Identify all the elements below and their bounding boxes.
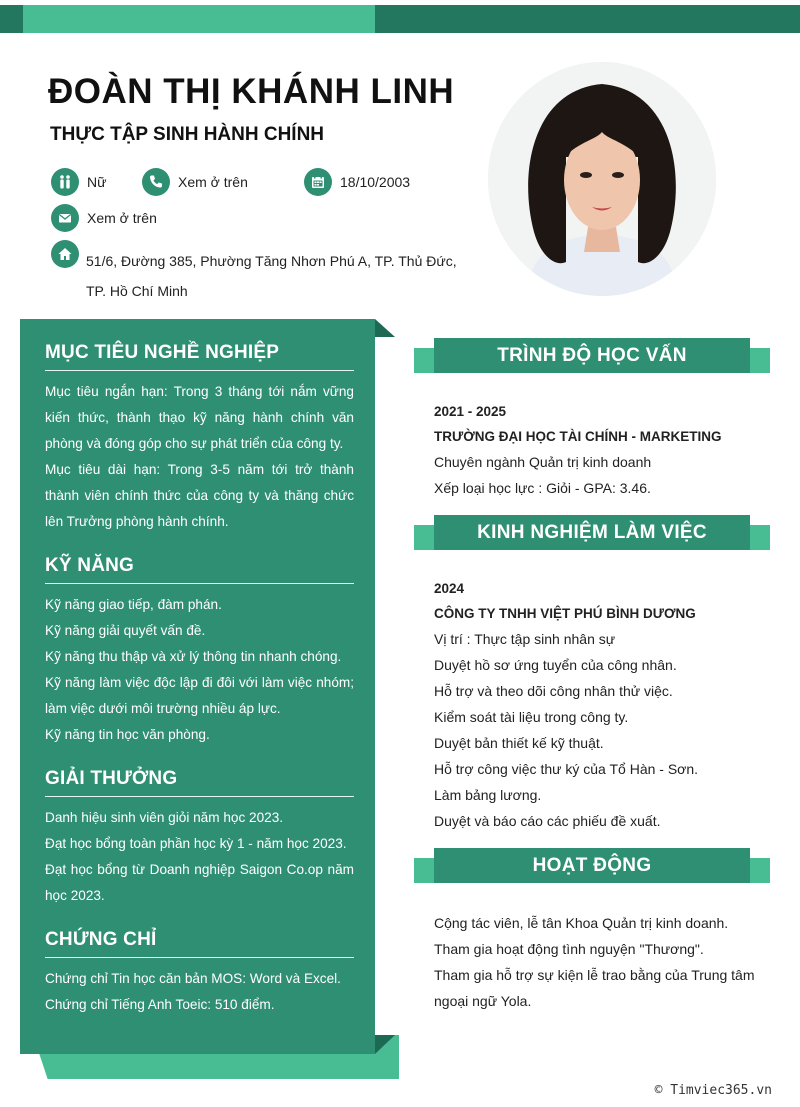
activity-item: Cộng tác viên, lễ tân Khoa Quản trị kinh doanh. <box>434 915 729 931</box>
school-name: TRƯỜNG ĐẠI HỌC TÀI CHÍNH - MARKETING <box>434 429 722 444</box>
education-section <box>434 399 764 501</box>
education-title: TRÌNH ĐỘ HỌC VẤN <box>434 338 750 373</box>
skill-item: Kỹ năng làm việc độc lập đi đôi với làm việc nhóm; làm việc dưới môi trường nhiều áp lực. <box>45 675 354 716</box>
skill-item: Kỹ năng tin học văn phòng. <box>45 727 210 742</box>
left-panel-fold-top <box>375 319 395 337</box>
candidate-name: ĐOÀN THỊ KHÁNH LINH <box>48 72 455 111</box>
activity-item: Tham gia hoạt động tình nguyện "Thương". <box>434 941 704 957</box>
education-line: Xếp loại học lực : Giỏi - GPA: 3.46. <box>434 480 651 496</box>
awards-section <box>45 768 354 909</box>
objective-line: Mục tiêu dài hạn: Trong 3-5 năm tới trở thành thành viên chính thức của công ty và thăng chức lên Trưởng phòng hành chính. <box>45 462 354 529</box>
experience-line: Vị trí : Thực tập sinh nhân sự <box>434 631 616 647</box>
education-banner <box>414 338 770 384</box>
phone-row <box>142 168 248 196</box>
experience-line: Hỗ trợ công việc thư ký của Tổ Hàn - Sơn. <box>434 761 699 777</box>
gender-value: Nữ <box>87 174 107 190</box>
skill-item: Kỹ năng thu thập và xử lý thông tin nhanh chóng. <box>45 649 342 664</box>
experience-line: Kiểm soát tài liệu trong công ty. <box>434 709 629 725</box>
activity-item: Tham gia hỗ trợ sự kiện lễ trao bằng của Trung tâm ngoại ngữ Yola. <box>434 967 755 1009</box>
skills-section <box>45 555 354 748</box>
experience-line: Duyệt bản thiết kế kỹ thuật. <box>434 735 604 751</box>
gender-icon <box>51 168 79 196</box>
home-icon <box>51 240 79 268</box>
experience-banner <box>414 515 770 561</box>
gender-row <box>51 168 106 196</box>
experience-line: Duyệt và báo cáo các phiếu đề xuất. <box>434 813 661 829</box>
objective-title: MỤC TIÊU NGHỀ NGHIỆP <box>45 342 354 371</box>
experience-line: Làm bảng lương. <box>434 787 542 803</box>
job-position: THỰC TẬP SINH HÀNH CHÍNH <box>50 124 325 145</box>
award-item: Đạt học bổng từ Doanh nghiệp Saigon Co.op năm học 2023. <box>45 862 354 903</box>
phone-value: Xem ở trên <box>178 174 248 190</box>
birthday-value: 18/10/2003 <box>340 174 411 190</box>
calendar-icon <box>304 168 332 196</box>
skill-item: Kỹ năng giao tiếp, đàm phán. <box>45 597 222 612</box>
phone-icon <box>142 168 170 196</box>
email-value: Xem ở trên <box>87 210 157 226</box>
address-value: 51/6, Đường 385, Phường Tăng Nhơn Phú A, TP. Thủ Đức, TP. Hồ Chí Minh <box>86 253 457 299</box>
experience-section <box>434 576 764 834</box>
certificates-section <box>45 929 354 1018</box>
award-item: Đạt học bổng toàn phần học kỳ 1 - năm học 2023. <box>45 836 347 851</box>
address-row <box>51 240 87 268</box>
experience-line: Hỗ trợ và theo dõi công nhân thử việc. <box>434 683 673 699</box>
certificates-title: CHỨNG CHỈ <box>45 929 354 958</box>
activities-title: HOẠT ĐỘNG <box>434 848 750 883</box>
experience-period: 2024 <box>434 581 465 596</box>
skills-title: KỸ NĂNG <box>45 555 354 584</box>
profile-photo <box>488 62 716 296</box>
experience-title: KINH NGHIỆM LÀM VIỆC <box>434 515 750 550</box>
birthday-row <box>304 168 410 196</box>
skill-item: Kỹ năng giải quyết vấn đề. <box>45 623 206 638</box>
education-period: 2021 - 2025 <box>434 404 507 419</box>
email-row <box>51 204 157 232</box>
award-item: Danh hiệu sinh viên giỏi năm học 2023. <box>45 810 284 825</box>
footer-credit: © Timviec365.vn <box>654 1083 772 1098</box>
company-name: CÔNG TY TNHH VIỆT PHÚ BÌNH DƯƠNG <box>434 606 696 621</box>
education-line: Chuyên ngành Quản trị kinh doanh <box>434 454 652 470</box>
objective-line: Mục tiêu ngắn hạn: Trong 3 tháng tới nắm vững kiến thức, thành thạo kỹ năng hành chính văn phòng và đóng góp cho sự phát triển của công ty. <box>45 384 354 451</box>
certificate-item: Chứng chỉ Tin học căn bản MOS: Word và Excel. <box>45 971 341 986</box>
activities-banner <box>414 848 770 894</box>
activities-section <box>434 910 764 1014</box>
experience-line: Duyệt hồ sơ ứng tuyển của công nhân. <box>434 657 677 673</box>
top-bar-accent <box>23 5 375 33</box>
email-icon <box>51 204 79 232</box>
certificate-item: Chứng chỉ Tiếng Anh Toeic: 510 điểm. <box>45 997 275 1012</box>
awards-title: GIẢI THƯỞNG <box>45 768 354 797</box>
objective-section <box>45 342 354 535</box>
